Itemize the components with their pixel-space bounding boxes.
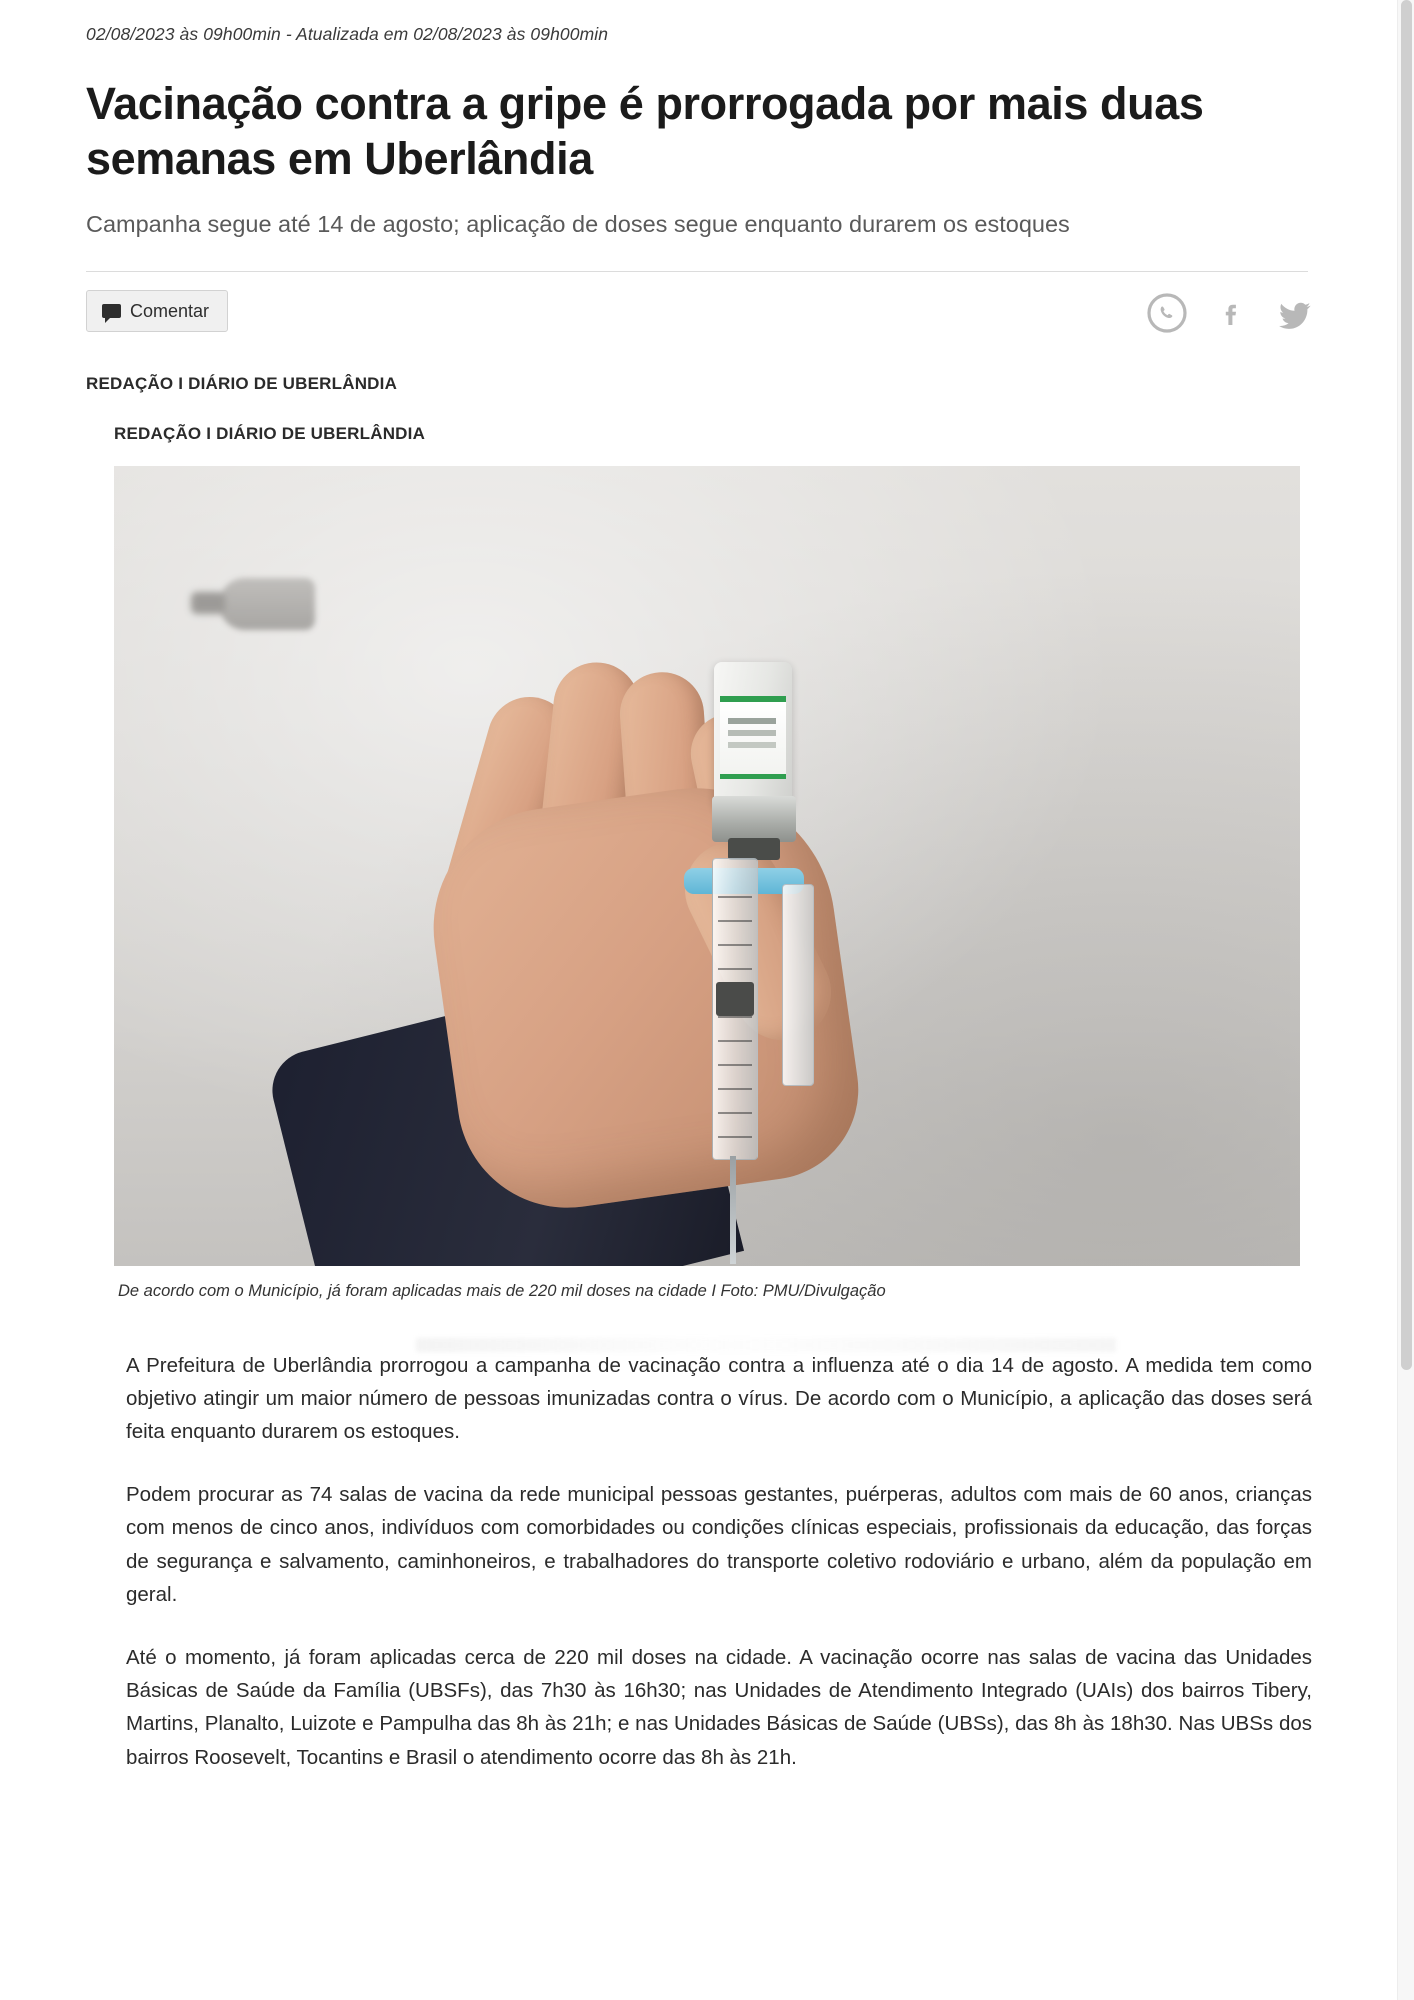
scrollbar-thumb[interactable] [1401, 0, 1412, 1370]
article-paragraph: A Prefeitura de Uberlândia prorrogou a campanha de vacinação contra a influenza até o dia 14 de agosto. A medida tem como objetivo atingir um maior número de pessoas imunizadas contra o vírus. De acordo com o Município, a aplicação das doses será feita enquanto durarem os estoques. [126, 1353, 1312, 1443]
article-subheadline: Campanha segue até 14 de agosto; aplicação de doses segue enquanto durarem os estoques [86, 210, 1070, 237]
decorative-placeholder [416, 1338, 1116, 1352]
article-figure [114, 466, 1300, 1303]
article-body [126, 1349, 1312, 1774]
header-divider [86, 271, 1308, 272]
article-timestamp: 02/08/2023 às 09h00min - Atualizada em 02/08/2023 às 09h00min [86, 24, 609, 44]
photo-syringe-graduations [718, 896, 752, 1140]
byline-primary: REDAÇÃO I DIÁRIO DE UBERLÂNDIA [86, 373, 398, 393]
photo-vial-label [720, 696, 786, 779]
photo-syringe-plunger [716, 982, 754, 1016]
article-paragraph: Até o momento, já foram aplicadas cerca de 220 mil doses na cidade. A vacinação ocorre nas salas de vacina das Unidades Básicas de Saúde da Família (UBSFs), das 7h30 às 16h30; nas Unidades de Atendimento Integrado (UAIs) dos bairros Tibery, Martins, Planalto, Luizote e Pampulha das 8h às 21h; e nas Unidades Básicas de Saúde (UBSs), das 8h às 18h30. Nas UBSs dos bairros Roosevelt, Tocantins e Brasil o atendimento ocorre das 8h às 21h. [126, 1646, 1312, 1769]
twitter-icon[interactable] [1274, 292, 1316, 334]
photo-vial-stopper [728, 838, 780, 860]
article-action-bar [86, 290, 1328, 354]
photo-caption: De acordo com o Município, já foram aplicadas mais de 220 mil doses na cidade I Foto: PMU/Divulgação [118, 1281, 886, 1300]
share-buttons [1146, 292, 1316, 334]
photo-vial-cap [712, 796, 796, 842]
article-paragraph: Podem procurar as 74 salas de vacina da rede municipal pessoas gestantes, puérperas, adultos com mais de 60 anos, crianças com menos de cinco anos, indivíduos com comorbidades ou condições clínicas especiais, profissionais da educação, das forças de segurança e salvamento, caminhoneiros, e trabalhadores do transporte coletivo rodoviário e urbano, além da população em geral. [126, 1483, 1312, 1606]
photo-wall-fixture [219, 578, 315, 630]
article-photo [114, 466, 1300, 1266]
byline-secondary: REDAÇÃO I DIÁRIO DE UBERLÂNDIA [114, 423, 426, 443]
comment-bubble-icon [102, 304, 121, 318]
article-container [86, 0, 1328, 1774]
comment-button-label: Comentar [130, 300, 210, 321]
photo-needle-shield [782, 884, 814, 1086]
page-scrollbar[interactable] [1397, 0, 1414, 2000]
facebook-icon[interactable] [1210, 292, 1252, 334]
photo-vaccine-vial [714, 662, 792, 812]
whatsapp-icon[interactable] [1146, 292, 1188, 334]
comment-button[interactable] [86, 290, 228, 332]
page-title: Vacinação contra a gripe é prorrogada por mais duas semanas em Uberlândia [86, 78, 1204, 184]
photo-needle [730, 1156, 736, 1264]
